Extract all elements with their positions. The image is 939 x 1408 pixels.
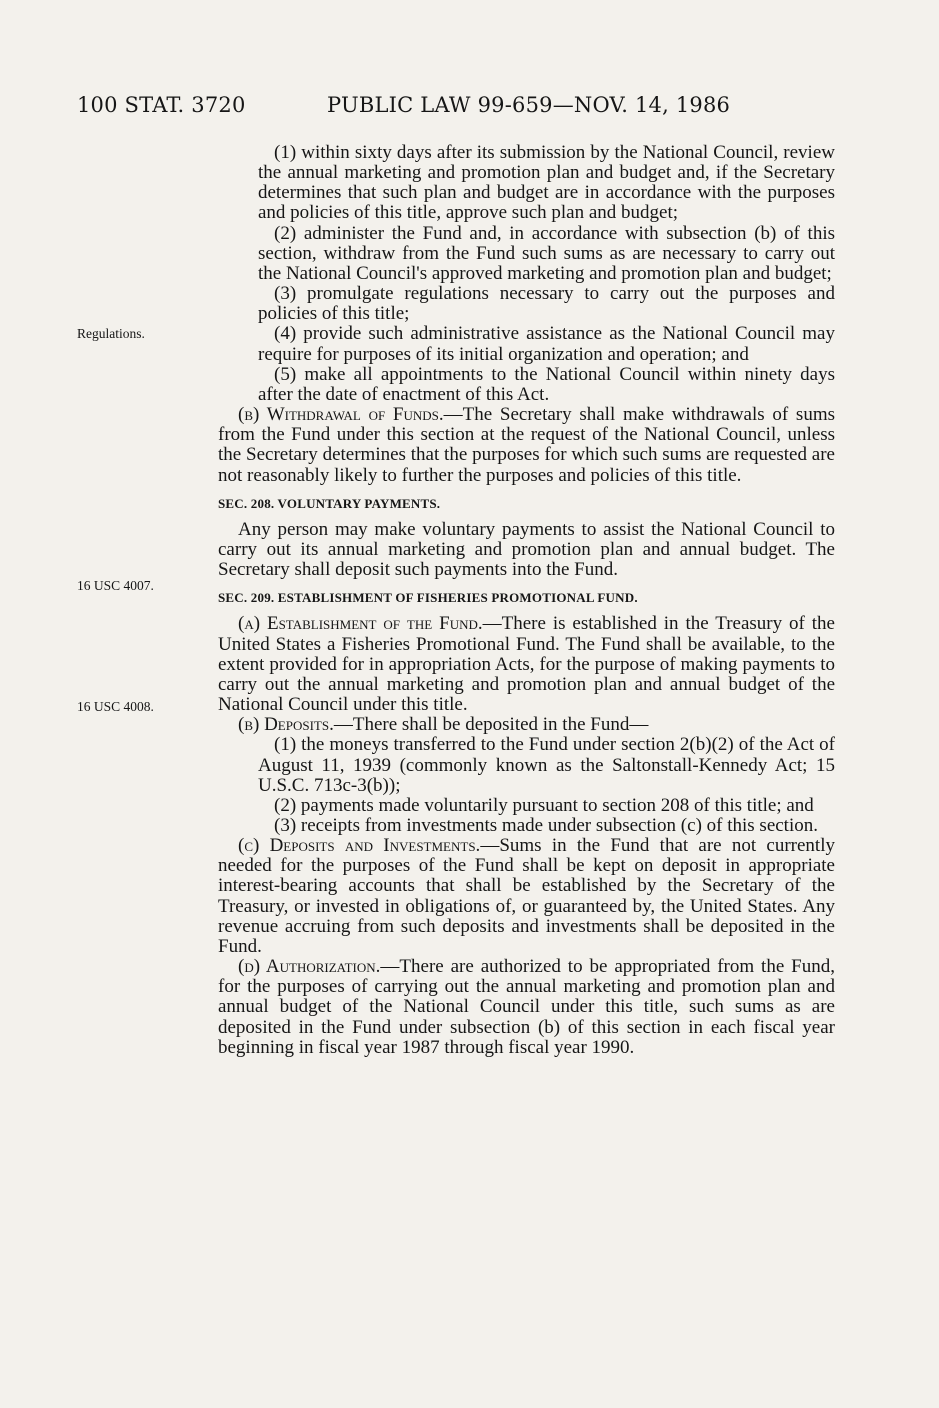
margin-note-usc-4007: 16 USC 4007. <box>77 578 154 593</box>
deposit-item-3: (3) receipts from investments made under subsection (c) of this section. <box>274 815 818 836</box>
paragraph-a4: (4) provide such administrative assistance as the National Council may require for purposes of its initial organization and operation; and <box>258 323 835 365</box>
paragraph-a3: (3) promulgate regulations necessary to carry out the purposes and policies of this title; <box>258 283 835 325</box>
deposit-item-2: (2) payments made voluntarily pursuant to section 208 of this title; and <box>274 794 814 816</box>
subsection-b-text: —The Secretary shall make withdrawals of sums from the Fund under this section at the request of the National Council, unless the Secretary determines that the purposes for which such sums are requested are not reasonably likely to further the purposes and policies of this title. <box>218 404 835 486</box>
subsection-b-label: (b) Withdrawal of Funds. <box>238 404 444 426</box>
paragraph-a1: (1) within sixty days after its submission by the National Council, review the annual marketing and promotion plan and budget and, if the Secretary determines that such plan and budget are in accordance with the purposes and policies of this title, approve such plan and budget; <box>258 142 835 224</box>
deposits-text: —There shall be deposited in the Fund— <box>333 714 649 736</box>
subsection-c-investments <box>218 836 835 957</box>
section-209-heading: SEC. 209. ESTABLISHMENT OF FISHERIES PROMOTIONAL FUND. <box>218 590 638 606</box>
subsection-a-establishment <box>218 614 835 715</box>
subsection-c-label: (c) Deposits and Investments. <box>238 835 481 857</box>
margin-note-regulations: Regulations. <box>77 326 145 341</box>
section-208-text: Any person may make voluntary payments to assist the National Council to carry out its annual marketing and promotion plan and annual budget. The Secretary shall deposit such payments into the Fund. <box>218 518 835 581</box>
subsection-b-withdrawal <box>218 405 835 486</box>
subsection-d-text: —There are authorized to be appropriated from the Fund, for the purposes of carrying out the annual marketing and promotion plan and annual budget of the National Council under this title, such sums as are deposited in the Fund under subsection (b) of this section in each fiscal year beginning in fiscal year 1987 through fiscal year 1990. <box>218 956 835 1058</box>
body-text <box>218 143 835 1058</box>
subsection-c-text: —Sums in the Fund that are not currently needed for the purposes of the Fund shall be kept on deposit in appropriate interest-bearing accounts that shall be established by the Secretary of the Treasury, or invested in obligations of, or guaranteed by, the United States. Any revenue accruing from such deposits and investments shall be deposited in the Fund. <box>218 835 835 957</box>
subsection-d-authorization <box>218 957 835 1058</box>
running-header: PUBLIC LAW 99-659—NOV. 14, 1986 <box>327 93 731 117</box>
subsection-b-deposits <box>218 715 835 735</box>
page-number-header: 100 STAT. 3720 <box>77 93 246 117</box>
paragraph-a2: (2) administer the Fund and, in accordance with subsection (b) of this section, withdraw from the Fund such sums as are necessary to carry out the National Council's approved marketing and promotion plan and budget; <box>258 222 835 284</box>
subsection-d-label: (d) Authorization. <box>238 956 381 978</box>
deposits-label: (b) Deposits. <box>238 714 334 736</box>
margin-note-usc-4008: 16 USC 4008. <box>77 699 154 714</box>
paragraph-a5: (5) make all appointments to the National Council within ninety days after the date of enactment of this Act. <box>258 363 835 405</box>
subsection-a-text: —There is established in the Treasury of the United States a Fisheries Promotional Fund. The Fund shall be available, to the extent provided for in appropriation Acts, for the purpose of making payments to carry out the annual marketing and promotion plan and annual budget of the National Council under this title. <box>218 613 835 716</box>
section-208-heading: SEC. 208. VOLUNTARY PAYMENTS. <box>218 495 441 511</box>
subsection-a-label: (a) Establishment of the Fund. <box>238 613 483 635</box>
deposit-item-1: (1) the moneys transferred to the Fund under section 2(b)(2) of the Act of August 11, 1939 (commonly known as the Saltonstall-Kennedy Act; 15 U.S.C. 713c-3(b)); <box>258 734 835 796</box>
